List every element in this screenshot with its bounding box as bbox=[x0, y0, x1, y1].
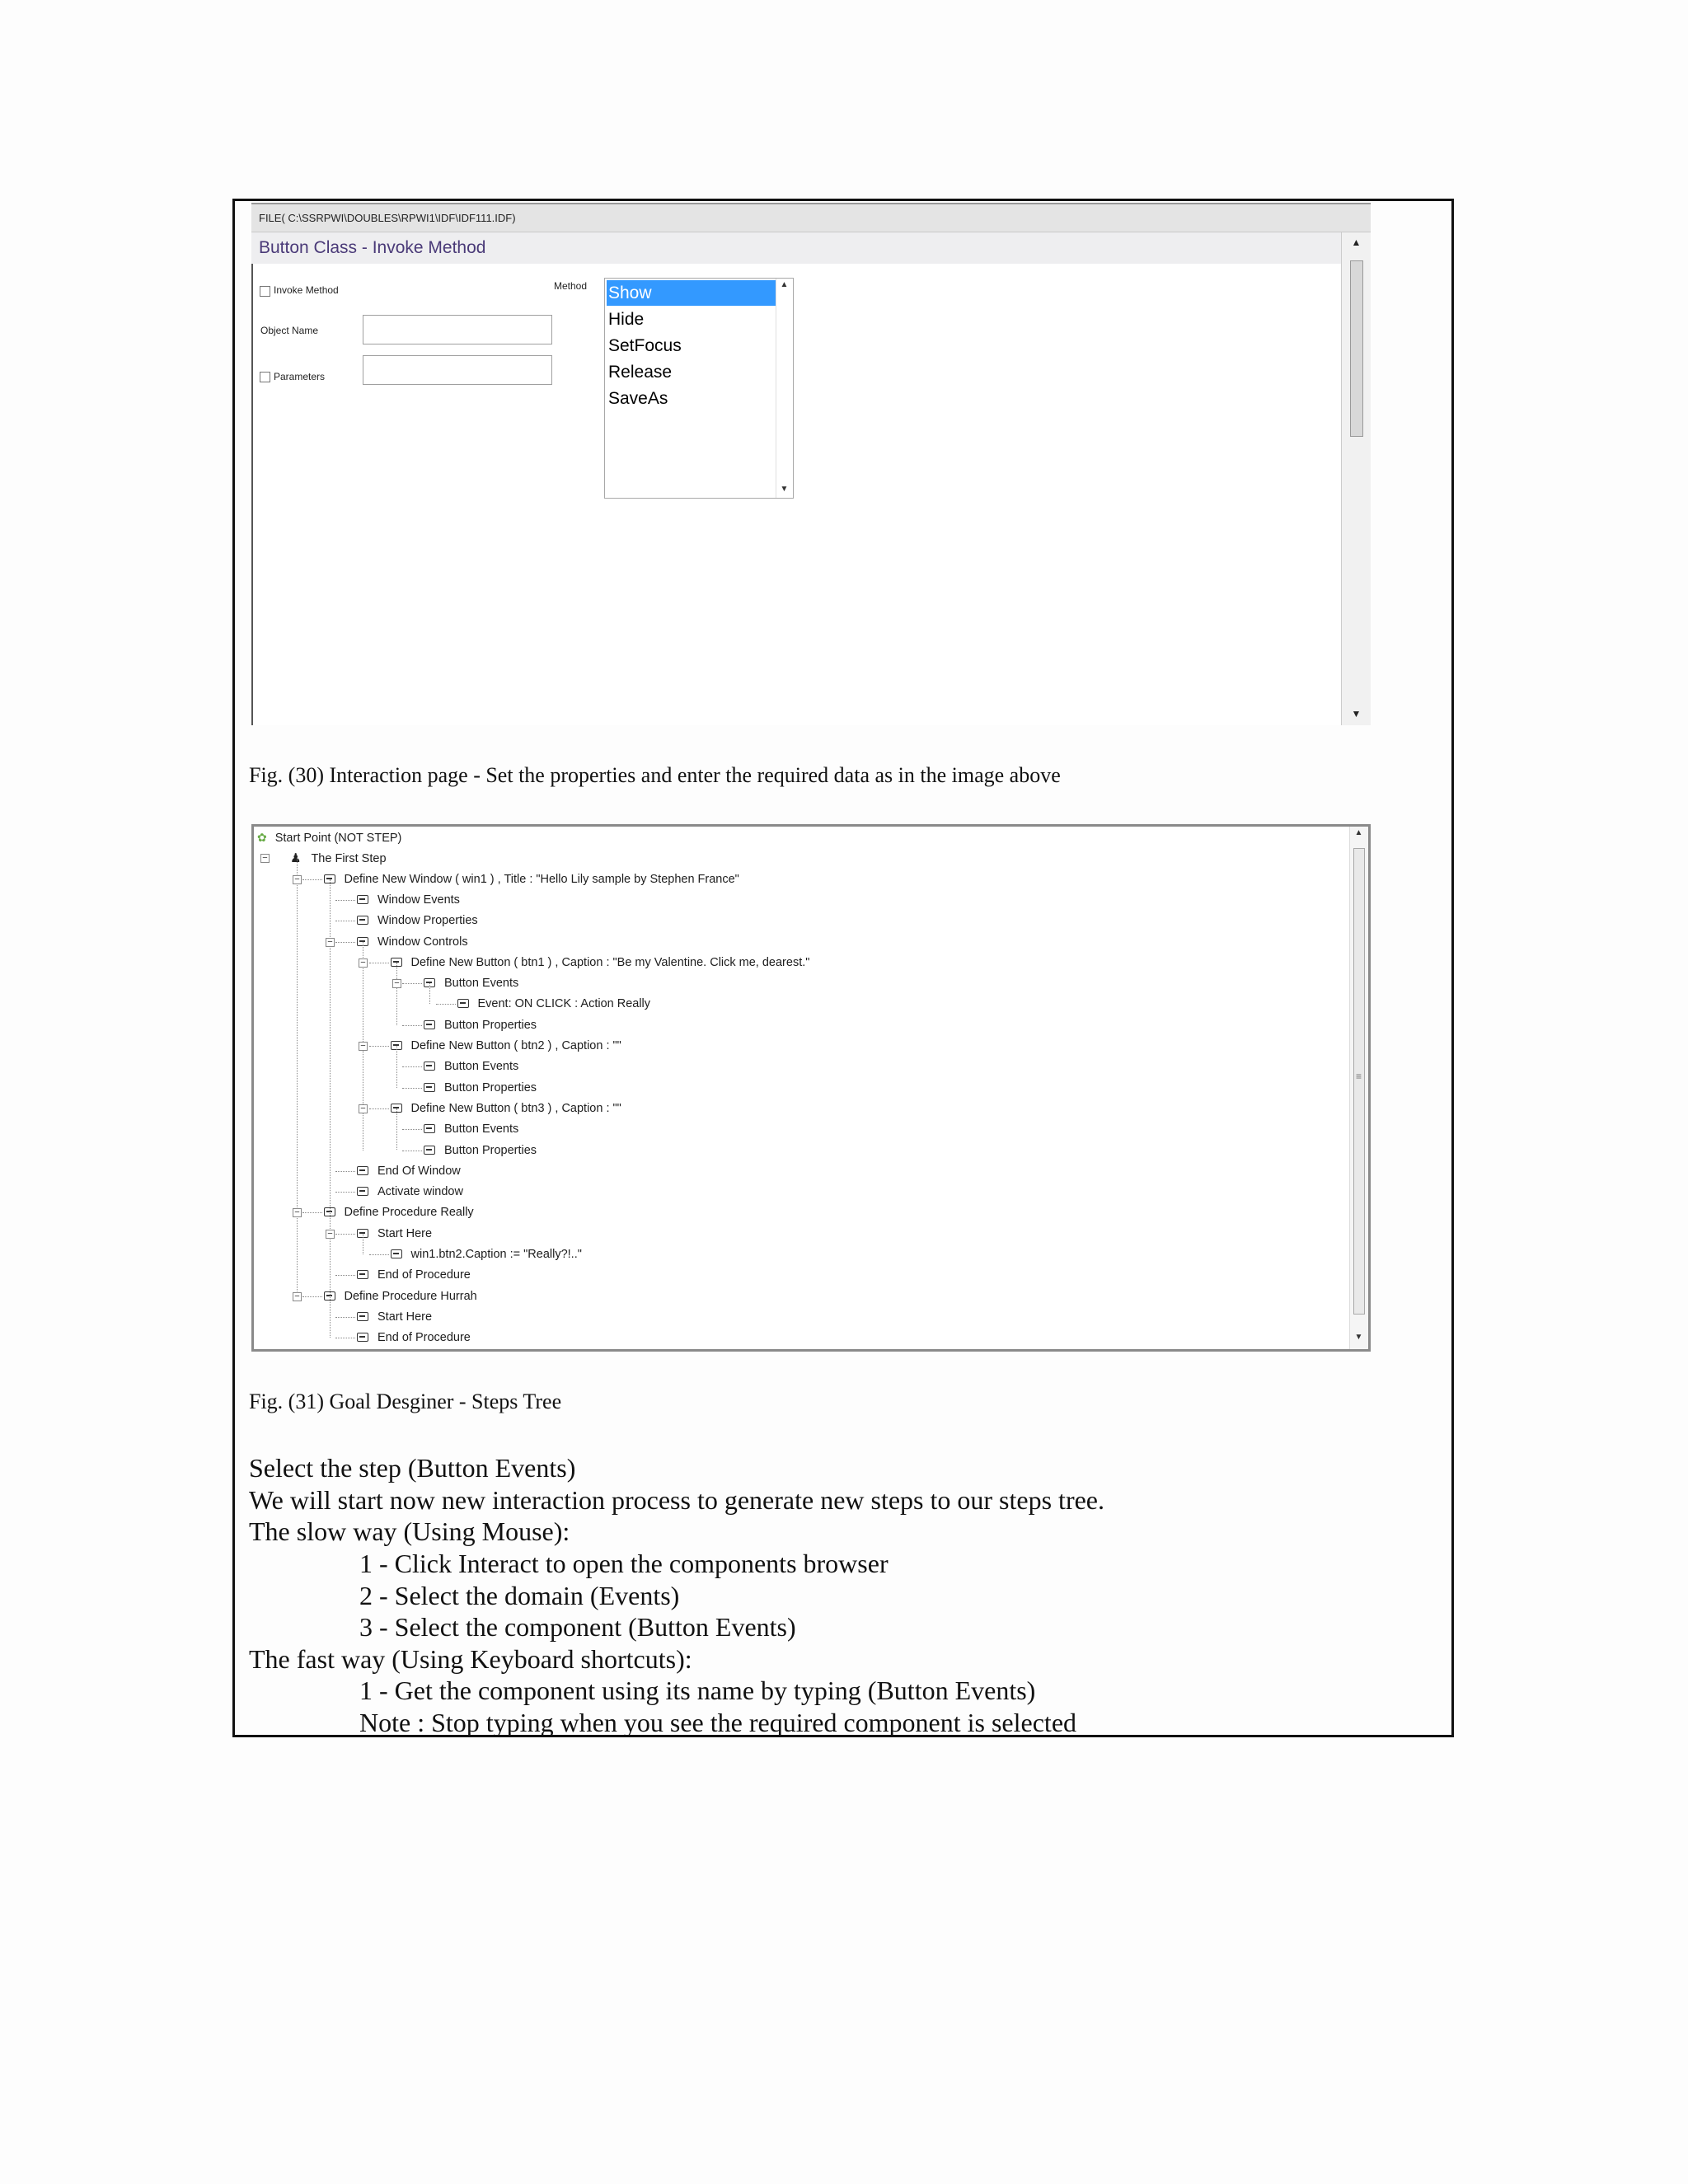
invoke-method-screenshot bbox=[251, 203, 1371, 725]
collapse-toggle-icon[interactable]: − bbox=[326, 938, 335, 947]
tree-node[interactable] bbox=[391, 953, 810, 973]
file-path-bar: FILE( C:\SSRPWI\DOUBLES\RPWI1\IDF\IDF111.IDF) bbox=[251, 203, 1371, 232]
step-node-icon bbox=[424, 1062, 435, 1071]
tree-node[interactable] bbox=[357, 1328, 471, 1348]
object-name-input[interactable] bbox=[363, 315, 552, 344]
tree-connector bbox=[402, 1025, 422, 1026]
tree-node[interactable] bbox=[357, 932, 468, 953]
panel-title: Button Class - Invoke Method bbox=[251, 232, 1341, 264]
tree-node[interactable] bbox=[391, 1099, 621, 1119]
collapse-toggle-icon[interactable]: − bbox=[260, 854, 270, 863]
parameters-input[interactable] bbox=[363, 355, 552, 385]
tree-connector bbox=[402, 1066, 422, 1067]
tree-node[interactable] bbox=[357, 890, 460, 911]
list-scroll-up-icon[interactable]: ▲ bbox=[780, 280, 789, 289]
tree-node[interactable] bbox=[424, 1119, 518, 1140]
invoke-method-checkbox[interactable] bbox=[260, 286, 270, 297]
tree-scrollbar[interactable] bbox=[1349, 827, 1368, 1349]
step-node-icon bbox=[357, 1187, 368, 1196]
tree-node-label: The First Step bbox=[311, 852, 387, 866]
tree-guide-line bbox=[429, 983, 430, 1004]
list-scroll-down-icon[interactable]: ▼ bbox=[780, 485, 789, 494]
step-node-icon bbox=[424, 1020, 435, 1029]
tree-connector bbox=[369, 1046, 389, 1047]
body-line: The slow way (Using Mouse): bbox=[249, 1516, 570, 1546]
scroll-grip-icon: ≡ bbox=[1355, 1071, 1362, 1082]
tree-node[interactable] bbox=[357, 911, 478, 931]
tree-node-label: Button Events bbox=[444, 977, 519, 991]
body-line: Select the step (Button Events) bbox=[249, 1453, 576, 1483]
tree-node[interactable] bbox=[357, 1307, 432, 1328]
body-line: 1 - Get the component using its name by typing (Button Events) bbox=[359, 1675, 1036, 1705]
tree-scroll-up-icon[interactable]: ▲ bbox=[1354, 828, 1363, 837]
tree-connector bbox=[402, 983, 422, 984]
tree-node[interactable] bbox=[424, 1057, 518, 1077]
body-line: 1 - Click Interact to open the components browser bbox=[359, 1549, 889, 1578]
tree-connector bbox=[436, 1004, 456, 1005]
collapse-toggle-icon[interactable]: − bbox=[359, 1104, 368, 1113]
tree-guide-line bbox=[330, 879, 331, 1338]
tree-node-label: Window Events bbox=[377, 893, 460, 907]
step-node-icon bbox=[357, 1312, 368, 1321]
panel-left-edge bbox=[251, 264, 253, 725]
tree-node[interactable] bbox=[357, 1182, 463, 1202]
tree-connector bbox=[369, 1254, 389, 1255]
method-listbox[interactable] bbox=[604, 278, 794, 499]
tree-node[interactable] bbox=[357, 1224, 432, 1244]
tree-connector bbox=[335, 1275, 355, 1276]
tree-connector bbox=[402, 1088, 422, 1089]
tree-connector bbox=[335, 900, 355, 901]
step-node-icon bbox=[424, 1083, 435, 1092]
tree-node[interactable] bbox=[391, 1036, 621, 1057]
parameters-checkbox[interactable] bbox=[260, 372, 270, 382]
listbox-scrollbar[interactable] bbox=[776, 279, 793, 498]
step-node-icon bbox=[424, 1124, 435, 1133]
tree-node-label: Window Properties bbox=[377, 914, 478, 928]
method-option[interactable]: SetFocus bbox=[608, 336, 682, 355]
method-option[interactable]: Show bbox=[607, 280, 776, 306]
tree-node[interactable] bbox=[357, 1265, 471, 1286]
tree-node[interactable] bbox=[424, 1078, 537, 1099]
step-node-icon bbox=[357, 1333, 368, 1342]
step-node-icon bbox=[391, 1249, 402, 1258]
tree-connector bbox=[302, 879, 322, 880]
body-line: 3 - Select the component (Button Events) bbox=[359, 1612, 796, 1642]
step-node-icon bbox=[357, 916, 368, 925]
tree-node[interactable] bbox=[457, 994, 651, 1015]
tree-node-label: Define New Button ( btn2 ) , Caption : "" bbox=[410, 1039, 621, 1052]
start-point-icon: ✿ bbox=[257, 831, 267, 844]
tree-connector bbox=[402, 1129, 422, 1130]
method-label: Method bbox=[554, 280, 588, 292]
scroll-down-arrow-icon[interactable]: ▼ bbox=[1351, 708, 1362, 719]
tree-node[interactable] bbox=[290, 848, 387, 869]
tree-node[interactable] bbox=[424, 1015, 537, 1036]
method-option[interactable]: SaveAs bbox=[608, 389, 668, 408]
collapse-toggle-icon[interactable]: − bbox=[326, 1230, 335, 1239]
body-line: We will start now new interaction process to generate new steps to our steps tree. bbox=[249, 1485, 1104, 1515]
tree-node[interactable] bbox=[324, 1286, 477, 1307]
tree-scroll-down-icon[interactable]: ▼ bbox=[1354, 1333, 1363, 1342]
step-node-icon bbox=[357, 1270, 368, 1279]
tree-node[interactable] bbox=[257, 827, 401, 848]
tree-guide-line bbox=[297, 858, 298, 1296]
tree-node-label: Define New Button ( btn1 ) , Caption : "Be my Valentine. Click me, dearest." bbox=[410, 955, 810, 969]
tree-node-label: Define Procedure Really bbox=[344, 1206, 474, 1220]
step-person-icon: ♟ bbox=[290, 851, 302, 866]
fig31-caption: Fig. (31) Goal Desginer - Steps Tree bbox=[249, 1390, 562, 1413]
tree-connector bbox=[335, 1317, 355, 1318]
tree-node-label: Button Properties bbox=[444, 1018, 537, 1032]
panel-scrollbar[interactable] bbox=[1341, 232, 1371, 725]
body-line: Note : Stop typing when you see the required component is selected bbox=[359, 1708, 1077, 1737]
tree-node-label: Button Properties bbox=[444, 1143, 537, 1157]
tree-node-label: Window Controls bbox=[377, 935, 468, 949]
tree-connector bbox=[335, 1192, 355, 1193]
tree-node[interactable] bbox=[424, 973, 518, 994]
tree-node[interactable] bbox=[357, 1161, 461, 1182]
tree-node[interactable] bbox=[391, 1244, 582, 1265]
collapse-toggle-icon[interactable]: − bbox=[359, 958, 368, 968]
tree-connector bbox=[369, 1108, 389, 1109]
tree-node-label: Button Properties bbox=[444, 1080, 537, 1094]
parameters-label: Parameters bbox=[274, 371, 326, 382]
tree-node-label: Start Here bbox=[377, 1310, 433, 1324]
tree-guide-line bbox=[396, 1108, 397, 1151]
tree-node-label: win1.btn2.Caption := "Really?!.." bbox=[410, 1248, 582, 1261]
object-name-label: Object Name bbox=[260, 325, 319, 336]
scroll-up-arrow-icon[interactable]: ▲ bbox=[1351, 237, 1362, 248]
scroll-thumb[interactable] bbox=[1350, 260, 1363, 437]
method-option[interactable]: Hide bbox=[608, 310, 645, 329]
tree-connector bbox=[335, 1234, 355, 1235]
step-node-icon bbox=[424, 1146, 435, 1155]
body-line: 2 - Select the domain (Events) bbox=[359, 1581, 680, 1610]
collapse-toggle-icon[interactable]: − bbox=[293, 1292, 302, 1301]
body-line: The fast way (Using Keyboard shortcuts): bbox=[249, 1644, 692, 1674]
invoke-method-label: Invoke Method bbox=[274, 284, 339, 296]
tree-guide-line bbox=[396, 1046, 397, 1088]
tree-guide-line bbox=[396, 963, 397, 1025]
tree-node-label: End Of Window bbox=[377, 1164, 461, 1178]
step-node-icon bbox=[357, 895, 368, 904]
tree-node-label: Start Here bbox=[377, 1226, 433, 1240]
step-node-icon bbox=[457, 999, 469, 1008]
tree-node-label: Define Procedure Hurrah bbox=[344, 1289, 477, 1303]
tree-node-label: Define New Window ( win1 ) , Title : "Hello Lily sample by Stephen France" bbox=[344, 872, 739, 886]
tree-connector bbox=[302, 1296, 322, 1297]
tree-node-label: Start Point (NOT STEP) bbox=[274, 832, 402, 845]
steps-tree-screenshot bbox=[251, 824, 1371, 1352]
tree-node-label: Event: ON CLICK : Action Really bbox=[477, 997, 651, 1011]
method-option[interactable]: Release bbox=[608, 363, 673, 382]
tree-connector bbox=[335, 942, 355, 943]
tree-node-label: End of Procedure bbox=[377, 1268, 471, 1282]
tree-node[interactable] bbox=[424, 1141, 537, 1161]
tree-connector bbox=[302, 1212, 322, 1213]
tree-node-label: Button Events bbox=[444, 1060, 519, 1074]
tree-connector bbox=[335, 1171, 355, 1172]
step-node-icon bbox=[357, 1166, 368, 1175]
collapse-toggle-icon[interactable]: − bbox=[392, 979, 401, 988]
tree-node-label: Button Events bbox=[444, 1122, 519, 1137]
tree-node[interactable] bbox=[324, 869, 739, 890]
collapse-toggle-icon[interactable]: − bbox=[293, 1208, 302, 1217]
collapse-toggle-icon[interactable]: − bbox=[293, 875, 302, 884]
collapse-toggle-icon[interactable]: − bbox=[359, 1042, 368, 1051]
fig30-caption: Fig. (30) Interaction page - Set the properties and enter the required data as in the image above bbox=[249, 763, 1061, 787]
tree-node-label: Define New Button ( btn3 ) , Caption : "" bbox=[410, 1101, 621, 1115]
tree-node-label: End of Procedure bbox=[377, 1331, 471, 1345]
tree-node-label: Activate window bbox=[377, 1185, 463, 1199]
tree-node[interactable] bbox=[324, 1202, 474, 1223]
